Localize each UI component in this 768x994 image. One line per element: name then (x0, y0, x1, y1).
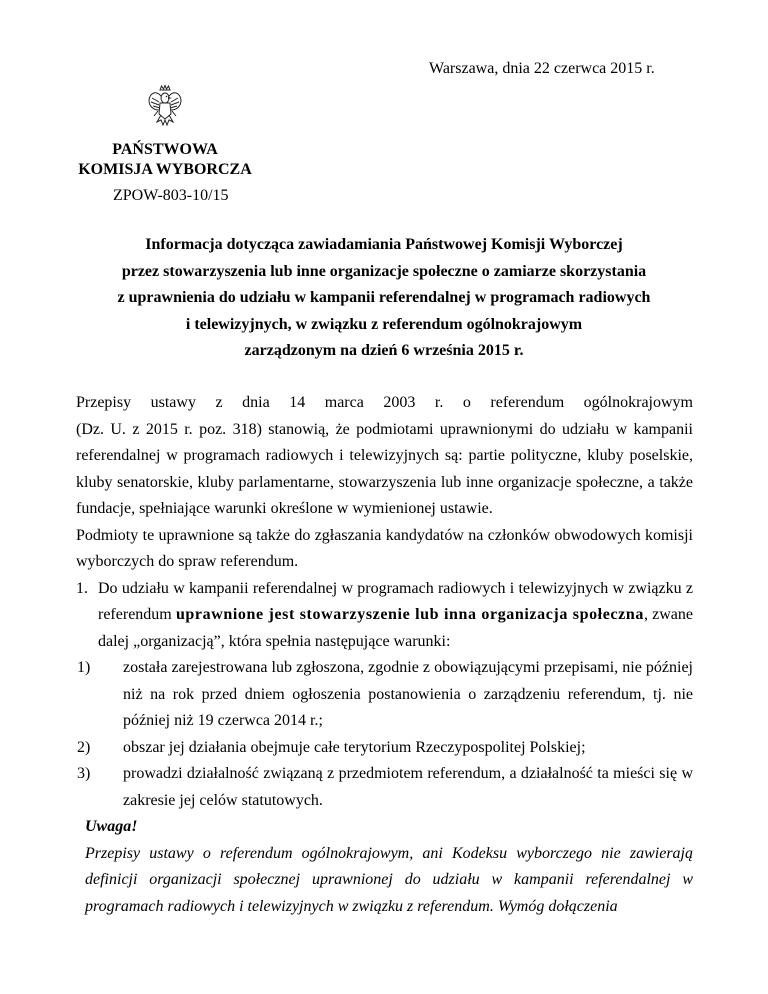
document-body (76, 390, 693, 920)
point-1-text: Do udziału w kampanii referendalnej w programach radiowych i telewizyjnych w związku z referendum (98, 579, 693, 623)
subpoint-number: 1) (77, 659, 91, 676)
institution-line-2: KOMISJA WYBORCZA (78, 161, 252, 178)
place-date: Warszawa, dnia 22 czerwca 2015 r. (429, 60, 655, 77)
title-line: i telewizyjnych, w związku z referendum ogólnokrajowym (185, 315, 583, 333)
title-line: Informacja dotycząca zawiadamiania Państwowej Komisji Wyborczej (145, 236, 623, 253)
paragraph-1-rest: (Dz. U. z 2015 r. poz. 318) stanowią, że podmiotami uprawnionymi do udziału w kampanii referendalnej w programach radiowych i telewizyjnych są: partie polityczne, kluby poselskie, kluby senatorskie, kluby parlamentarne, stowarzyszenia lub inne organizacje społeczne, a także fundacje, spełniające warunki określone w wymienionej ustawie. (76, 420, 693, 517)
paragraph-2: Podmioty te uprawnione są także do zgłaszania kandydatów na członków obwodowych komisji wyborczych do spraw referendum. (76, 526, 693, 570)
subpoint-text: obszar jej działania obejmuje całe terytorium Rzeczypospolitej Polskiej; (123, 738, 586, 756)
title-line: zarządzonym na dzień 6 września 2015 r. (244, 342, 524, 359)
note-heading: Uwaga! (85, 818, 138, 835)
title-line: z uprawnienia do udziału w kampanii referendalnej w programach radiowych (117, 289, 651, 306)
point-1-bold-text: uprawnione jest stowarzyszenie lub inna organizacja społeczna (175, 606, 644, 623)
point-1-number: 1. (76, 579, 88, 597)
polish-eagle-emblem-icon (147, 84, 183, 128)
institution-line-1: PAŃSTWOWA (112, 141, 218, 158)
paragraph-1-first-line: Przepisy ustawy z dnia 14 marca 2003 r. o referendum ogólnokrajowym (76, 394, 693, 411)
subpoint-text: prowadzi działalność związaną z przedmiotem referendum, a działalność ta mieści się w zakresie jej celów statutowych. (123, 765, 693, 809)
subpoint-1 (77, 655, 693, 735)
document-title (76, 232, 692, 365)
subpoint-number: 2) (77, 738, 91, 756)
paragraph-1 (76, 390, 693, 523)
subpoint-3 (77, 761, 693, 814)
subpoint-text: została zarejestrowana lub zgłoszona, zgodnie z obowiązującymi przepisami, nie później niż na rok przed dniem ogłoszenia postanowienia o zarządzeniu referendum, tj. nie później niż 19 czerwca 2014 r.; (123, 659, 693, 729)
subpoint-number: 3) (77, 765, 91, 782)
subpoint-2 (77, 735, 693, 762)
note-text: Przepisy ustawy o referendum ogólnokrajowym, ani Kodeksu wyborczego nie zawierają definicji organizacji społecznej uprawnionej do udziału w kampanii referendalnej w programach radiowych i telewizyjnych w związku z referendum. Wymóg dołączenia (85, 844, 693, 915)
title-line: przez stowarzyszenia lub inne organizacje społeczne o zamiarze skorzystania (121, 262, 647, 280)
institution-name (64, 140, 266, 180)
document-signature: ZPOW-803-10/15 (113, 187, 229, 204)
point-1-text-end: , zwane dalej „organizacją”, która spełnia następujące warunki: (98, 606, 693, 650)
point-1 (76, 576, 693, 656)
